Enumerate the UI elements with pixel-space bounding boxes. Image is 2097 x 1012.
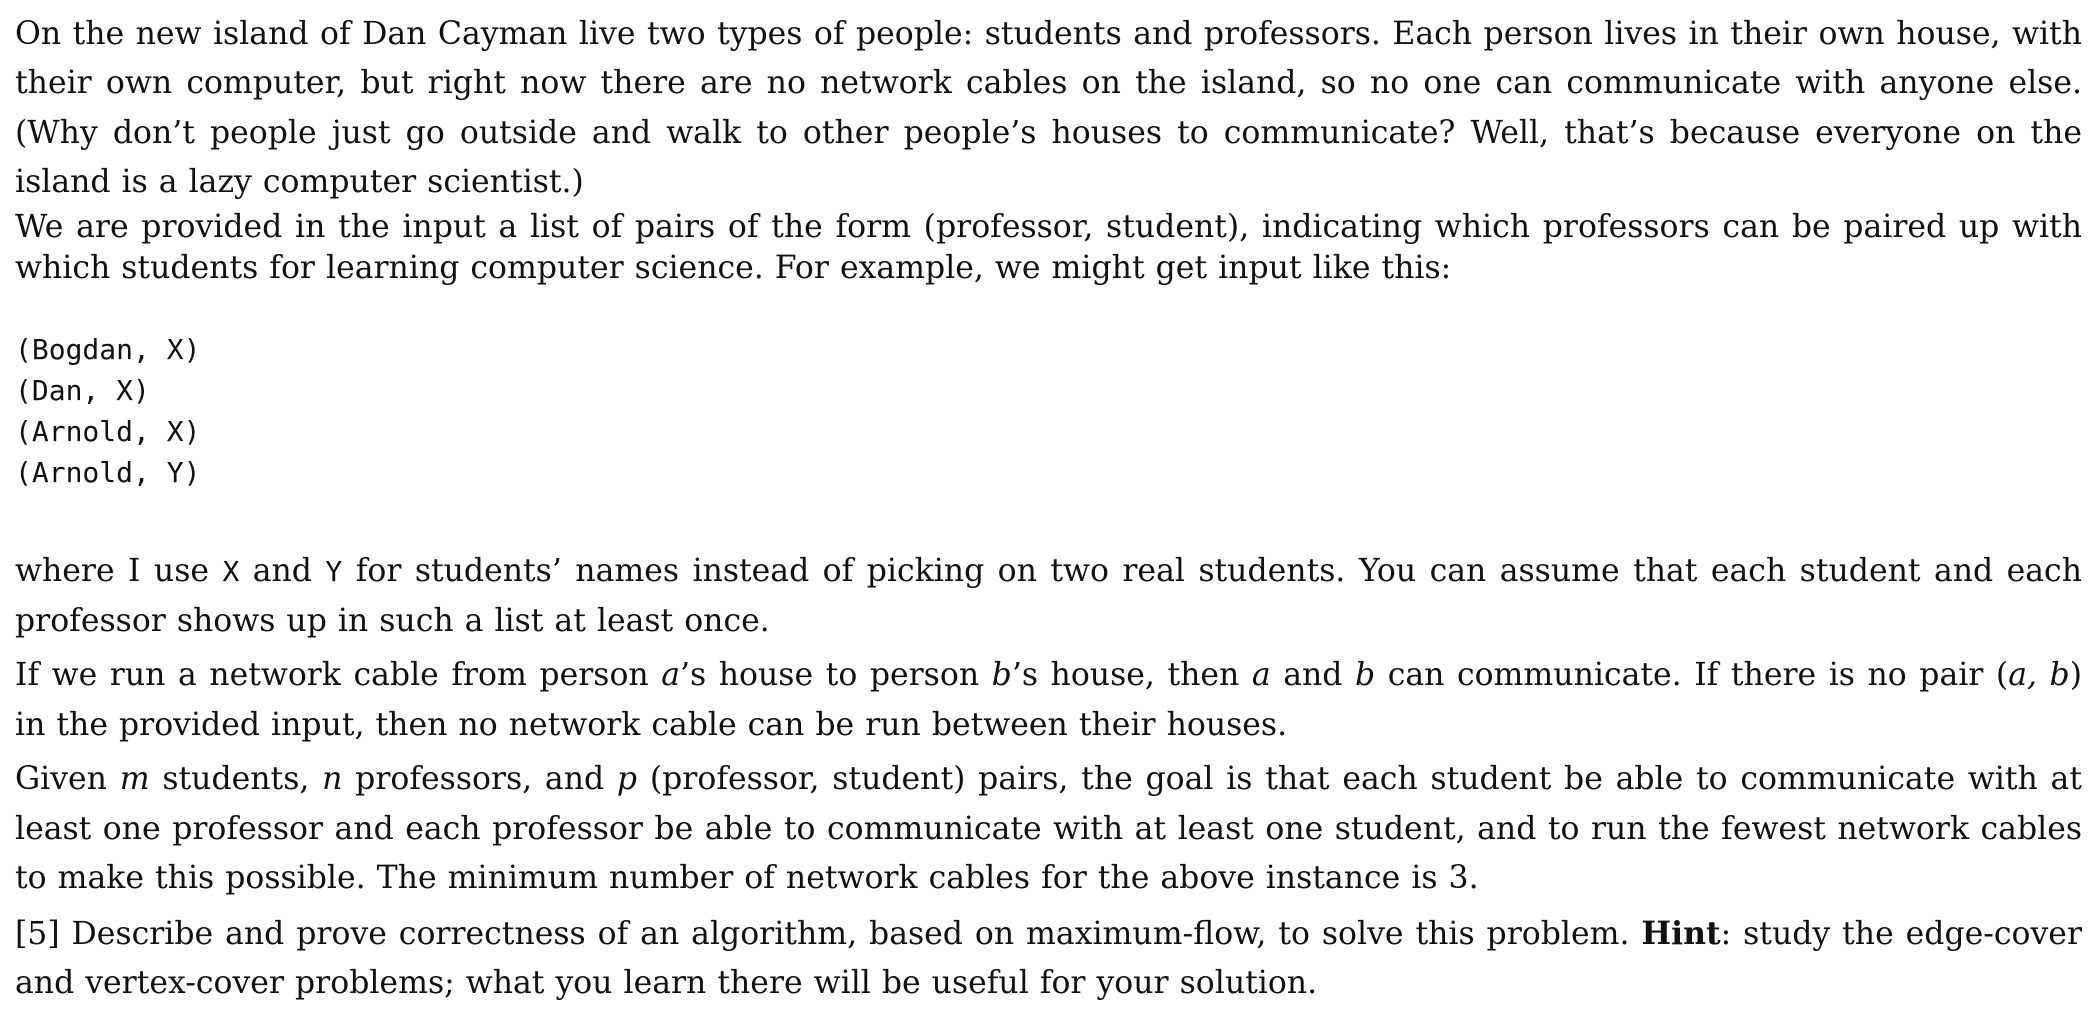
pair-ab: a, b	[2008, 657, 2070, 694]
pair-line: (Arnold, X)	[15, 415, 201, 449]
var-m: m	[119, 761, 150, 798]
pair-line: (Dan, X)	[15, 374, 150, 408]
task-paragraph: [5] Describe and prove correctness of an algorithm, based on maximum-flow, to solve this problem. Hint: study the edge-cover and vertex-cover problems; what you learn there will be useful for your solution.	[15, 914, 2082, 1002]
var-p: p	[616, 761, 638, 798]
network-cable-paragraph: If we run a network cable from person a’s house to person b’s house, then a and b can communicate. If there is no pair (a, b) in the provided input, then no network cable can be run between their houses.	[15, 657, 2082, 743]
input-description-paragraph: We are provided in the input a list of pairs of the form (professor, student), indicating which professors can be paired up with which students for learning computer science. For example, we might get input like this:	[15, 209, 2082, 287]
intro-paragraph: On the new island of Dan Cayman live two types of people: students and professors. Each person lives in their own house, with their own computer, but right now there are no network cables on the island, so no one can communicate with anyone else. (Why don’t people just go outside and walk to other people’s houses to communicate? Well, that’s because everyone on the island is a lazy computer scientist.)	[15, 16, 2082, 200]
goal-paragraph: Given m students, n professors, and p (professor, student) pairs, the goal is that each student be able to communicate with at least one professor and each professor be able to communicate with at least one student, and to run the fewest network cables to make this possible. The minimum number of network cables for the above instance is 3.	[15, 761, 2082, 897]
var-a: a	[1251, 657, 1271, 694]
example-input-block	[15, 329, 2082, 493]
pair-line: (Bogdan, X)	[15, 333, 201, 367]
var-a: a	[661, 657, 681, 694]
student-names-paragraph: where I use X and Y for students’ names instead of picking on two real students. You can assume that each student and each professor shows up in such a list at least once.	[15, 553, 2082, 639]
student-x-code: X	[222, 555, 240, 589]
hint-label: Hint	[1641, 914, 1721, 952]
problem-statement	[15, 10, 2082, 1009]
var-n: n	[322, 761, 343, 798]
var-b: b	[1354, 657, 1376, 694]
pair-line: (Arnold, Y)	[15, 456, 201, 490]
student-y-code: Y	[325, 555, 343, 589]
var-b: b	[991, 657, 1012, 694]
